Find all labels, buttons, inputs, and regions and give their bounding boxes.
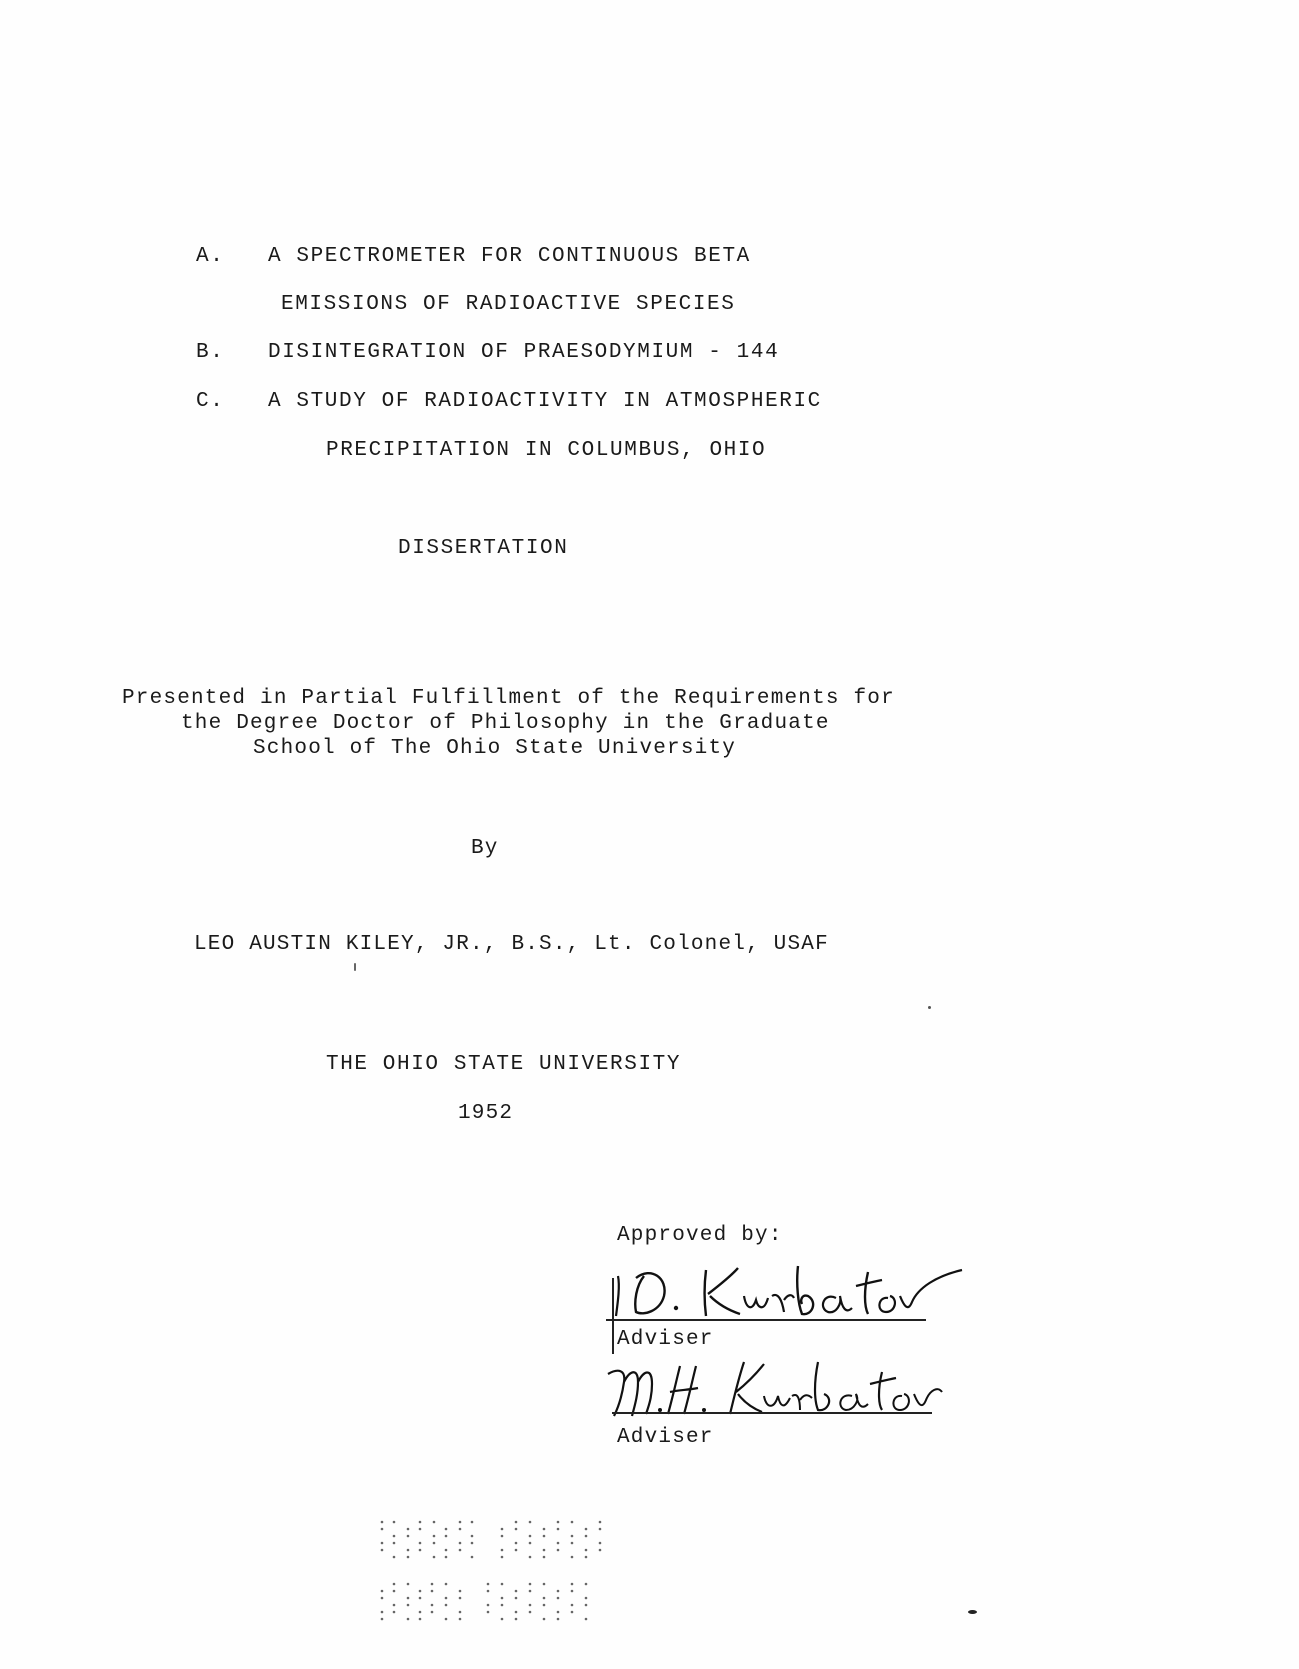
perforation-dot: [419, 1528, 422, 1531]
perforation-dot: [599, 1528, 602, 1531]
adviser-label-2: Adviser: [617, 1426, 714, 1449]
item-b-letter: B.: [196, 341, 225, 364]
perforation-dot: [445, 1528, 448, 1531]
perforation-dot: [419, 1542, 422, 1545]
perforation-dot: [407, 1549, 410, 1552]
item-a-line-2: EMISSIONS OF RADIOACTIVE SPECIES: [281, 293, 736, 316]
perforation-dot: [571, 1521, 574, 1524]
stray-mark: [354, 963, 356, 971]
perforation-dot: [543, 1528, 546, 1531]
perforation-dot: [471, 1542, 474, 1545]
perforation-dot: [445, 1549, 448, 1552]
perforation-dot: [557, 1611, 560, 1614]
perforation-dot: [381, 1611, 384, 1614]
perforation-dot: [407, 1556, 410, 1559]
perforation-dot: [543, 1604, 546, 1607]
signature-2: [604, 1352, 964, 1432]
perforation-dot: [459, 1549, 462, 1552]
perforation-dot: [543, 1583, 546, 1586]
perforation-dot: [585, 1604, 588, 1607]
adviser-label-1: Adviser: [617, 1328, 714, 1351]
perforation-dot: [571, 1583, 574, 1586]
perforation-dot: [459, 1597, 462, 1600]
presented-line-3: School of The Ohio State University: [253, 737, 737, 760]
perforation-dot: [557, 1542, 560, 1545]
presented-line-2: the Degree Doctor of Philosophy in the Graduate: [181, 712, 830, 735]
item-c-line-2: PRECIPITATION IN COLUMBUS, OHIO: [326, 439, 767, 462]
perforated-stamp-dots: [376, 1512, 636, 1642]
perforation-dot: [599, 1542, 602, 1545]
perforation-dot: [557, 1618, 560, 1621]
perforation-dot: [515, 1549, 518, 1552]
stray-mark: [968, 1610, 977, 1614]
perforation-dot: [557, 1521, 560, 1524]
perforation-dot: [501, 1618, 504, 1621]
perforation-dot: [431, 1604, 434, 1607]
perforation-dot: [557, 1590, 560, 1593]
perforation-dot: [459, 1590, 462, 1593]
perforation-dot: [431, 1611, 434, 1614]
perforation-dot: [487, 1590, 490, 1593]
perforation-dot: [445, 1597, 448, 1600]
perforation-dot: [487, 1604, 490, 1607]
perforation-dot: [381, 1618, 384, 1621]
perforation-dot: [381, 1549, 384, 1552]
perforation-dot: [381, 1597, 384, 1600]
perforation-dot: [431, 1590, 434, 1593]
perforation-dot: [393, 1521, 396, 1524]
perforation-dot: [419, 1549, 422, 1552]
perforation-dot: [433, 1535, 436, 1538]
perforation-dot: [571, 1542, 574, 1545]
perforation-dot: [393, 1611, 396, 1614]
perforation-dot: [515, 1611, 518, 1614]
perforation-dot: [557, 1549, 560, 1552]
perforation-dot: [471, 1521, 474, 1524]
perforation-dot: [393, 1604, 396, 1607]
perforation-dot: [393, 1542, 396, 1545]
perforation-dot: [381, 1542, 384, 1545]
signature-1: [606, 1256, 986, 1336]
perforation-dot: [431, 1583, 434, 1586]
perforation-dot: [419, 1521, 422, 1524]
perforation-dot: [459, 1521, 462, 1524]
perforation-dot: [515, 1542, 518, 1545]
perforation-dot: [501, 1583, 504, 1586]
perforation-dot: [487, 1611, 490, 1614]
perforation-dot: [571, 1556, 574, 1559]
perforation-dot: [543, 1618, 546, 1621]
signature-line-1: [606, 1319, 926, 1321]
institution-name: THE OHIO STATE UNIVERSITY: [326, 1053, 682, 1076]
perforation-dot: [543, 1535, 546, 1538]
perforation-dot: [585, 1549, 588, 1552]
perforation-dot: [393, 1535, 396, 1538]
perforation-dot: [407, 1583, 410, 1586]
by-label: By: [471, 837, 499, 860]
perforation-dot: [529, 1521, 532, 1524]
perforation-dot: [487, 1583, 490, 1586]
perforation-dot: [445, 1618, 448, 1621]
item-c-letter: C.: [196, 390, 225, 413]
item-b-line-1: DISINTEGRATION OF PRAESODYMIUM - 144: [268, 341, 780, 364]
perforation-dot: [543, 1549, 546, 1552]
perforation-dot: [433, 1542, 436, 1545]
perforation-dot: [381, 1528, 384, 1531]
perforation-dot: [571, 1611, 574, 1614]
perforation-dot: [585, 1556, 588, 1559]
perforation-dot: [445, 1556, 448, 1559]
perforation-dot: [529, 1583, 532, 1586]
perforation-dot: [529, 1542, 532, 1545]
perforation-dot: [459, 1611, 462, 1614]
perforation-dot: [501, 1597, 504, 1600]
perforation-dot: [445, 1583, 448, 1586]
perforation-dot: [459, 1618, 462, 1621]
perforation-dot: [557, 1528, 560, 1531]
perforation-dot: [571, 1590, 574, 1593]
perforation-dot: [407, 1528, 410, 1531]
perforation-dot: [515, 1597, 518, 1600]
perforation-dot: [381, 1521, 384, 1524]
item-a-letter: A.: [196, 245, 225, 268]
perforation-dot: [445, 1535, 448, 1538]
perforation-dot: [433, 1521, 436, 1524]
year: 1952: [458, 1102, 514, 1125]
perforation-dot: [393, 1583, 396, 1586]
presented-line-1: Presented in Partial Fulfillment of the Requirements for: [122, 687, 895, 710]
perforation-dot: [381, 1590, 384, 1593]
perforation-dot: [419, 1597, 422, 1600]
perforation-dot: [529, 1535, 532, 1538]
perforation-dot: [585, 1528, 588, 1531]
perforation-dot: [515, 1528, 518, 1531]
perforation-dot: [459, 1528, 462, 1531]
perforation-dot: [515, 1590, 518, 1593]
perforation-dot: [585, 1618, 588, 1621]
perforation-dot: [529, 1604, 532, 1607]
perforation-dot: [433, 1556, 436, 1559]
perforation-dot: [585, 1597, 588, 1600]
perforation-dot: [529, 1611, 532, 1614]
perforation-dot: [501, 1528, 504, 1531]
perforation-dot: [393, 1590, 396, 1593]
perforation-dot: [571, 1535, 574, 1538]
stray-mark: [928, 1006, 931, 1009]
perforation-dot: [393, 1556, 396, 1559]
perforation-dot: [501, 1549, 504, 1552]
perforation-dot: [599, 1521, 602, 1524]
perforation-dot: [501, 1535, 504, 1538]
perforation-dot: [529, 1590, 532, 1593]
perforation-dot: [501, 1556, 504, 1559]
signature-margin-mark: [612, 1278, 614, 1354]
perforation-dot: [557, 1597, 560, 1600]
author-name: LEO AUSTIN KILEY, JR., B.S., Lt. Colonel, USAF: [194, 933, 829, 956]
perforation-dot: [515, 1618, 518, 1621]
perforation-dot: [407, 1618, 410, 1621]
perforation-dot: [407, 1597, 410, 1600]
perforation-dot: [529, 1556, 532, 1559]
perforation-dot: [585, 1535, 588, 1538]
signature-line-2: [612, 1412, 932, 1414]
item-c-line-1: A STUDY OF RADIOACTIVITY IN ATMOSPHERIC: [268, 390, 822, 413]
document-type: DISSERTATION: [398, 537, 569, 560]
perforation-dot: [459, 1542, 462, 1545]
perforation-dot: [419, 1590, 422, 1593]
perforation-dot: [501, 1604, 504, 1607]
perforation-dot: [419, 1611, 422, 1614]
perforation-dot: [419, 1618, 422, 1621]
perforation-dot: [471, 1556, 474, 1559]
perforation-dot: [407, 1604, 410, 1607]
perforation-dot: [515, 1521, 518, 1524]
perforation-dot: [571, 1604, 574, 1607]
item-a-line-1: A SPECTROMETER FOR CONTINUOUS BETA: [268, 245, 751, 268]
perforation-dot: [599, 1549, 602, 1552]
perforation-dot: [471, 1535, 474, 1538]
perforation-dot: [543, 1556, 546, 1559]
perforation-dot: [407, 1535, 410, 1538]
approved-by-label: Approved by:: [617, 1224, 783, 1247]
perforation-dot: [585, 1583, 588, 1586]
perforation-dot: [543, 1597, 546, 1600]
perforation-dot: [445, 1604, 448, 1607]
